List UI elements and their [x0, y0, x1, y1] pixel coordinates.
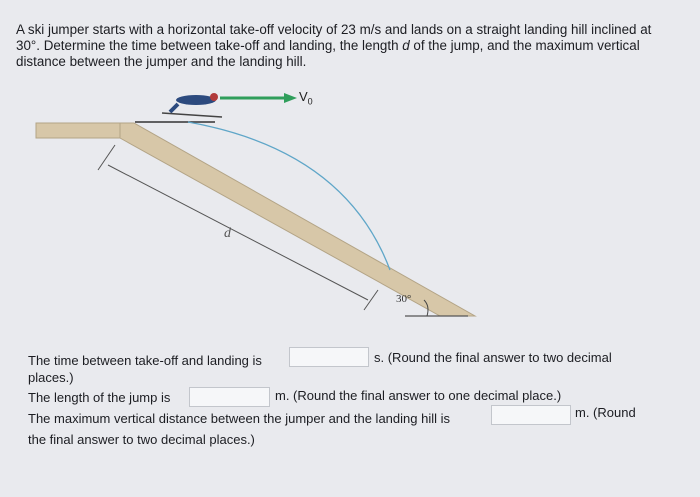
- velocity-arrow-head: [284, 93, 297, 103]
- dimension-tick-bottom: [364, 290, 378, 310]
- takeoff-platform: [36, 123, 128, 138]
- dimension-tick-top: [98, 145, 115, 170]
- q3-suffix-continued: the final answer to two decimal places.): [28, 432, 255, 447]
- q2-suffix: m. (Round the final answer to one decimal place.): [275, 388, 562, 403]
- velocity-label: [299, 89, 313, 107]
- problem-symbol-d: d: [402, 38, 410, 53]
- ski-jumper: [162, 93, 222, 117]
- trajectory-curve: [188, 122, 390, 270]
- hill-angle-label: 30°: [396, 293, 412, 305]
- vertical-distance-answer-input[interactable]: [491, 405, 571, 425]
- jump-length-label: d: [224, 226, 231, 241]
- problem-text-2: of the jump, and the maximum vertical distance between the jumper and the landing hill.: [16, 38, 640, 69]
- landing-hill: [120, 123, 475, 316]
- time-answer-input[interactable]: [289, 347, 369, 367]
- q2-prefix: The length of the jump is: [28, 390, 171, 405]
- problem-text-1: A ski jumper starts with a horizontal take-off velocity of 23 m/s and lands on a straight landing hill inclined at 30°. Determine the time between take-off and landing, the length: [16, 22, 652, 53]
- q1-suffix: s. (Round the final answer to two decimal: [374, 350, 612, 365]
- q1-prefix: The time between take-off and landing is: [28, 353, 262, 368]
- q3-prefix: The maximum vertical distance between the jumper and the landing hill is: [28, 411, 450, 426]
- length-answer-input[interactable]: [189, 387, 270, 407]
- velocity-label-sub: 0: [307, 96, 313, 107]
- q3-suffix: m. (Round: [575, 405, 636, 420]
- velocity-label-main: V: [299, 89, 308, 104]
- q1-suffix-continued: places.): [28, 370, 74, 385]
